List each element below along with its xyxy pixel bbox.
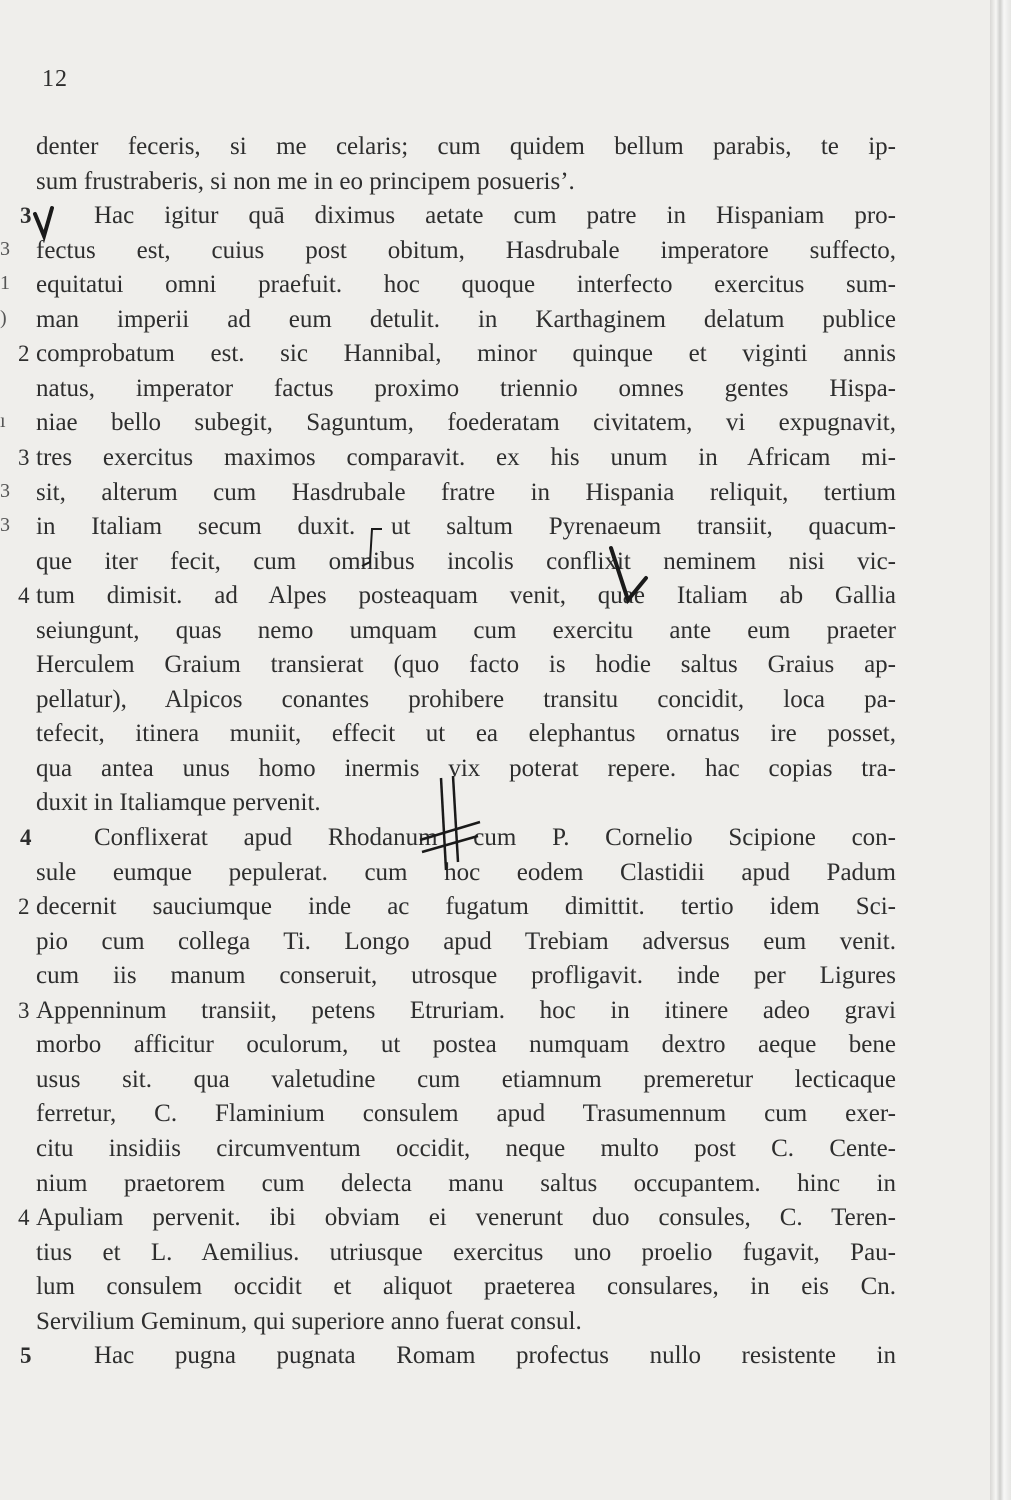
- section-number: 3: [18, 444, 30, 470]
- section-number: 4: [18, 1205, 30, 1231]
- text-line: pio cum collega Ti. Longo apud Trebiam adversus eum venit.: [36, 927, 896, 955]
- edge-mark: 1: [0, 272, 10, 295]
- text-line: niae bello subegit, Saguntum, foederatam civitatem, vi expugnavit,: [36, 409, 896, 437]
- section-number: 3: [20, 203, 32, 229]
- section-number: 2: [18, 894, 30, 920]
- text-line: decernit sauciumque inde ac fugatum dimittit. tertio idem Sci-: [36, 893, 896, 921]
- text-line: tum dimisit. ad Alpes posteaquam venit, quae Italiam ab Gallia: [36, 582, 896, 610]
- text-line: duxit in Italiamque pervenit.: [36, 789, 321, 817]
- text-line: tefecit, itinera muniit, effecit ut ea elephantus ornatus ire posset,: [36, 720, 896, 748]
- text-line: sule eumque pepulerat. cum hoc eodem Clastidii apud Padum: [36, 858, 896, 886]
- text-line: natus, imperator factus proximo triennio omnes gentes Hispa-: [36, 374, 896, 402]
- edge-mark: 3: [0, 479, 10, 502]
- section-number: 4: [20, 825, 32, 850]
- text-line: man imperii ad eum detulit. in Karthaginem delatum publice: [36, 305, 896, 333]
- section-number: 5: [20, 1343, 32, 1369]
- section-number: 3: [18, 997, 30, 1023]
- text-line: comprobatum est. sic Hannibal, minor quinque et viginti annis: [36, 340, 896, 368]
- text-line: ferretur, C. Flaminium consulem apud Trasumennum cum exer-: [36, 1100, 896, 1128]
- text-line: in Italiam secum duxit. ut saltum Pyrenaeum transiit, quacum-: [36, 513, 896, 541]
- text-line: seiungunt, quas nemo umquam cum exercitu ante eum praeter: [36, 616, 896, 644]
- text-line: qua antea unus homo inermis vix poterat repere. hac copias tra-: [36, 754, 896, 782]
- section-number: 4: [18, 583, 30, 609]
- text-line: Conflixerat apud Rhodanum cum P. Cornelio Scipione con-: [94, 824, 896, 851]
- check-mark-margin: [35, 208, 52, 236]
- edge-mark: 3: [0, 514, 10, 537]
- text-line: lum consulem occidit et aliquot praeterea consulares, in eis Cn.: [36, 1273, 896, 1301]
- text-line: Hac pugna pugnata Romam profectus nullo resistente in: [94, 1342, 896, 1370]
- text-line: sit, alterum cum Hasdrubale fratre in Hispania reliquit, tertium: [36, 478, 896, 506]
- text-line: cum iis manum conseruit, utrosque profligavit. inde per Ligures: [36, 962, 896, 990]
- text-line: nium praetorem cum delecta manu saltus occupantem. hinc in: [36, 1169, 896, 1197]
- text-line: Herculem Graium transierat (quo facto is hodie saltus Graius ap-: [36, 651, 896, 679]
- text-line: equitatui omni praefuit. hoc quoque interfecto exercitus sum-: [36, 271, 896, 299]
- section-number: 2: [18, 341, 30, 367]
- text-line: que iter fecit, cum omnibus incolis conflixit neminem nisi vic-: [36, 547, 896, 575]
- page-number: 12: [42, 66, 68, 92]
- text-line: sum frustraberis, si non me in eo principem posueris’.: [36, 167, 575, 195]
- edge-mark: ı: [0, 410, 6, 433]
- text-line: tius et L. Aemilius. utriusque exercitus uno proelio fugavit, Pau-: [36, 1238, 896, 1266]
- edge-mark: ): [0, 306, 7, 329]
- text-line: citu insidiis circumventum occidit, neque multo post C. Cente-: [36, 1134, 896, 1162]
- text-line: tres exercitus maximos comparavit. ex his unum in Africam mi-: [36, 443, 896, 471]
- text-line: usus sit. qua valetudine cum etiamnum premeretur lecticaque: [36, 1065, 896, 1093]
- text-line: Apuliam pervenit. ibi obviam ei venerunt duo consules, C. Teren-: [36, 1204, 896, 1232]
- text-line: Hac igitur quā diximus aetate cum patre in Hispaniam pro-: [94, 202, 896, 230]
- text-line: fectus est, cuius post obitum, Hasdrubale imperatore suffecto,: [36, 236, 896, 264]
- text-line: morbo afficitur oculorum, ut postea numquam dextro aeque bene: [36, 1031, 896, 1059]
- text-line: Servilium Geminum, qui superiore anno fuerat consul.: [36, 1307, 582, 1335]
- edge-mark: 3: [0, 237, 10, 260]
- text-line: denter feceris, si me celaris; cum quidem bellum parabis, te ip-: [36, 133, 896, 160]
- text-line: pellatur), Alpicos conantes prohibere transitu concidit, loca pa-: [36, 685, 896, 713]
- text-line: Appenninum transiit, petens Etruriam. hoc in itinere adeo gravi: [36, 996, 896, 1024]
- page-edge: [990, 0, 1011, 1500]
